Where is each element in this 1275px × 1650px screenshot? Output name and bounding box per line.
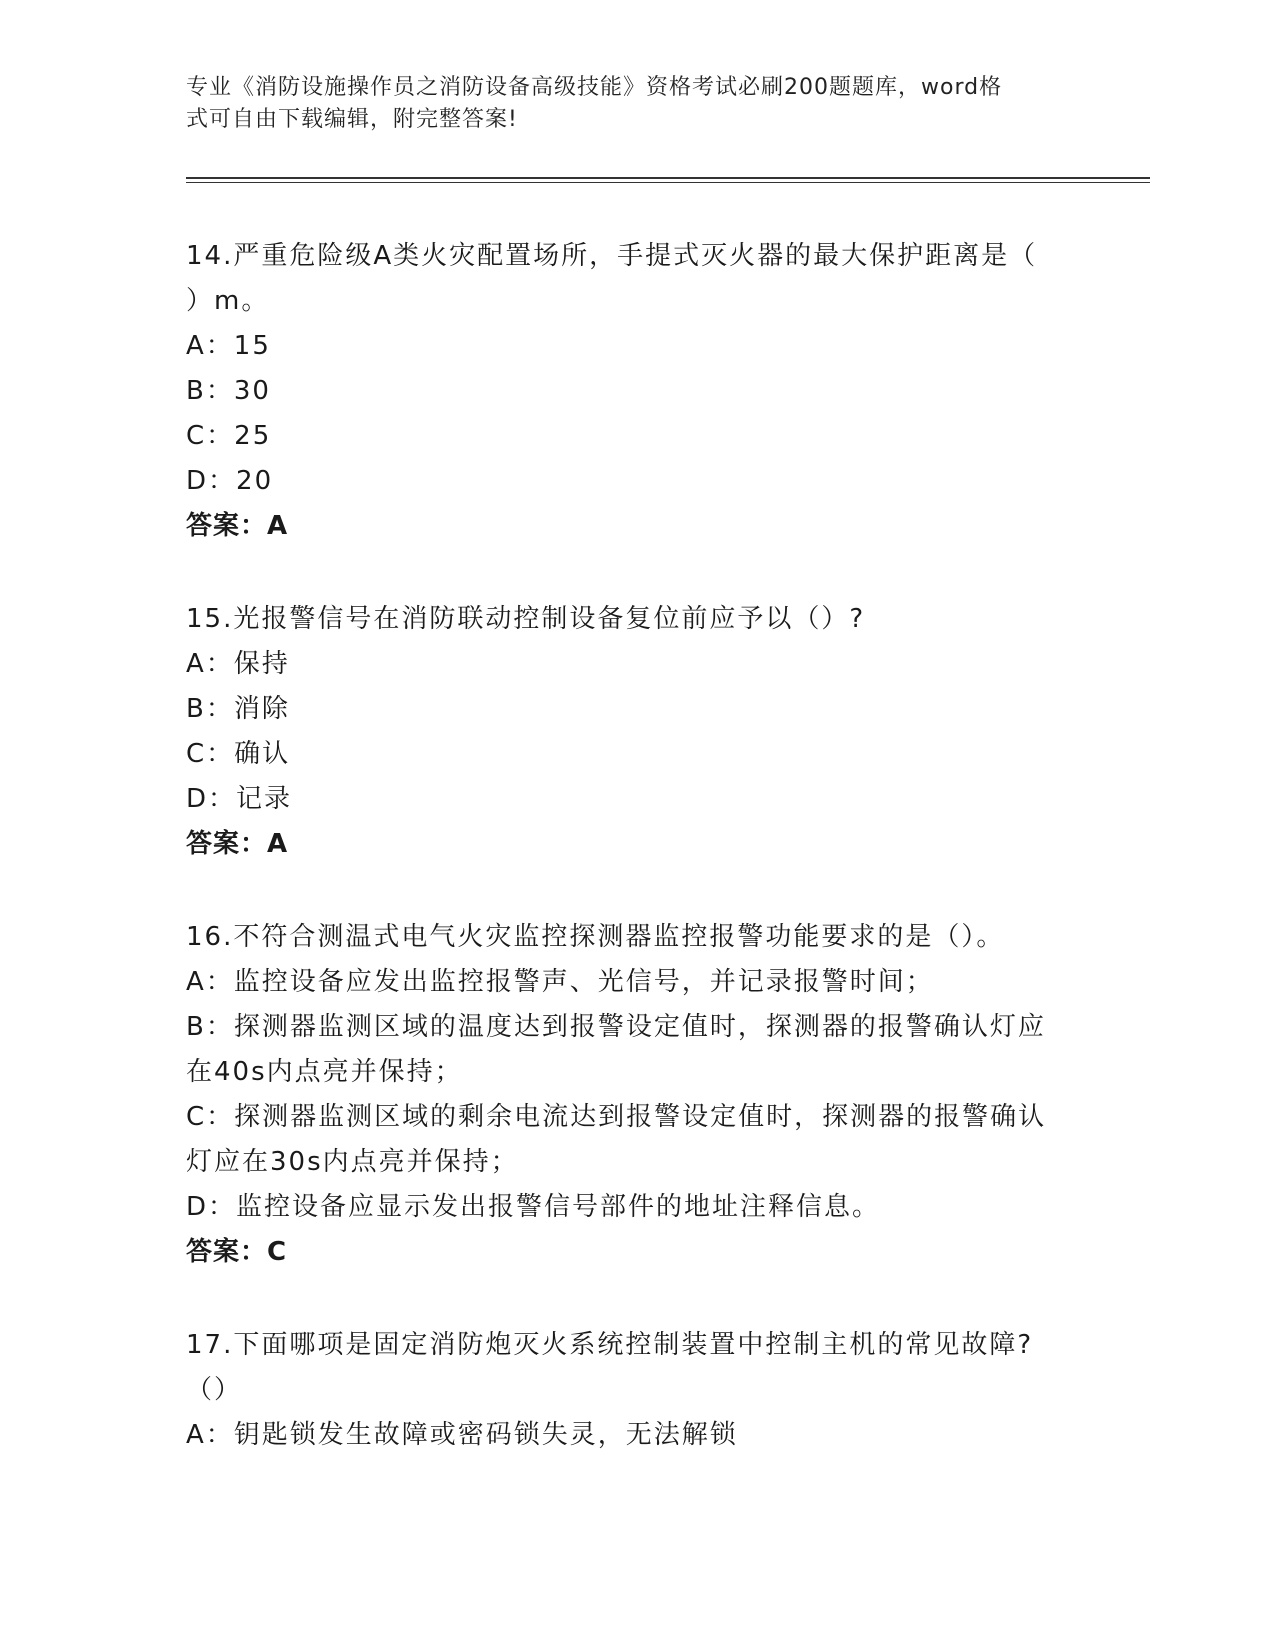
question-stem-line: （） xyxy=(186,1375,243,1405)
option-b: B：30 xyxy=(186,376,271,406)
option-a: A：15 xyxy=(186,331,271,361)
option-d: D：记录 xyxy=(186,784,293,814)
question-17 xyxy=(186,1323,1086,1458)
option-a: A：钥匙锁发生故障或密码锁失灵，无法解锁 xyxy=(186,1420,738,1450)
question-15 xyxy=(186,597,1086,867)
question-stem-line: 14.严重危险级A类火灾配置场所，手提式灭火器的最大保护距离是（ xyxy=(186,241,1038,271)
option-a: A：保持 xyxy=(186,649,290,679)
option-c: C：25 xyxy=(186,421,272,451)
option-d: D：20 xyxy=(186,466,274,496)
option-d: D：监控设备应显示发出报警信号部件的地址注释信息。 xyxy=(186,1192,881,1222)
question-stem-line: 16.不符合测温式电气火灾监控探测器监控报警功能要求的是（）。 xyxy=(186,922,1005,952)
header-line-2: 式可自由下载编辑，附完整答案! xyxy=(186,107,518,132)
option-c: C：确认 xyxy=(186,739,291,769)
answer-label: 答案：A xyxy=(186,511,289,541)
option-a: A：监控设备应发出监控报警声、光信号，并记录报警时间； xyxy=(186,967,934,997)
option-b-continued: 在40s内点亮并保持； xyxy=(186,1057,463,1087)
option-c-continued: 灯应在30s内点亮并保持； xyxy=(186,1147,519,1177)
question-stem-line: ）m。 xyxy=(186,286,270,316)
document-header xyxy=(186,72,1066,136)
question-stem-line: 15.光报警信号在消防联动控制设备复位前应予以（）? xyxy=(186,604,866,634)
header-divider-bottom xyxy=(186,182,1150,183)
header-line-1: 专业《消防设施操作员之消防设备高级技能》资格考试必刷200题题库，word格 xyxy=(186,75,1003,100)
option-b: B：探测器监测区域的温度达到报警设定值时，探测器的报警确认灯应 xyxy=(186,1012,1046,1042)
question-stem-line: 17.下面哪项是固定消防炮灭火系统控制装置中控制主机的常见故障? xyxy=(186,1330,1034,1360)
option-b: B：消除 xyxy=(186,694,290,724)
question-16 xyxy=(186,915,1086,1275)
header-divider-top xyxy=(186,177,1150,179)
answer-label: 答案：C xyxy=(186,1237,288,1267)
question-14 xyxy=(186,234,1086,549)
answer-label: 答案：A xyxy=(186,829,289,859)
option-c: C：探测器监测区域的剩余电流达到报警设定值时，探测器的报警确认 xyxy=(186,1102,1047,1132)
